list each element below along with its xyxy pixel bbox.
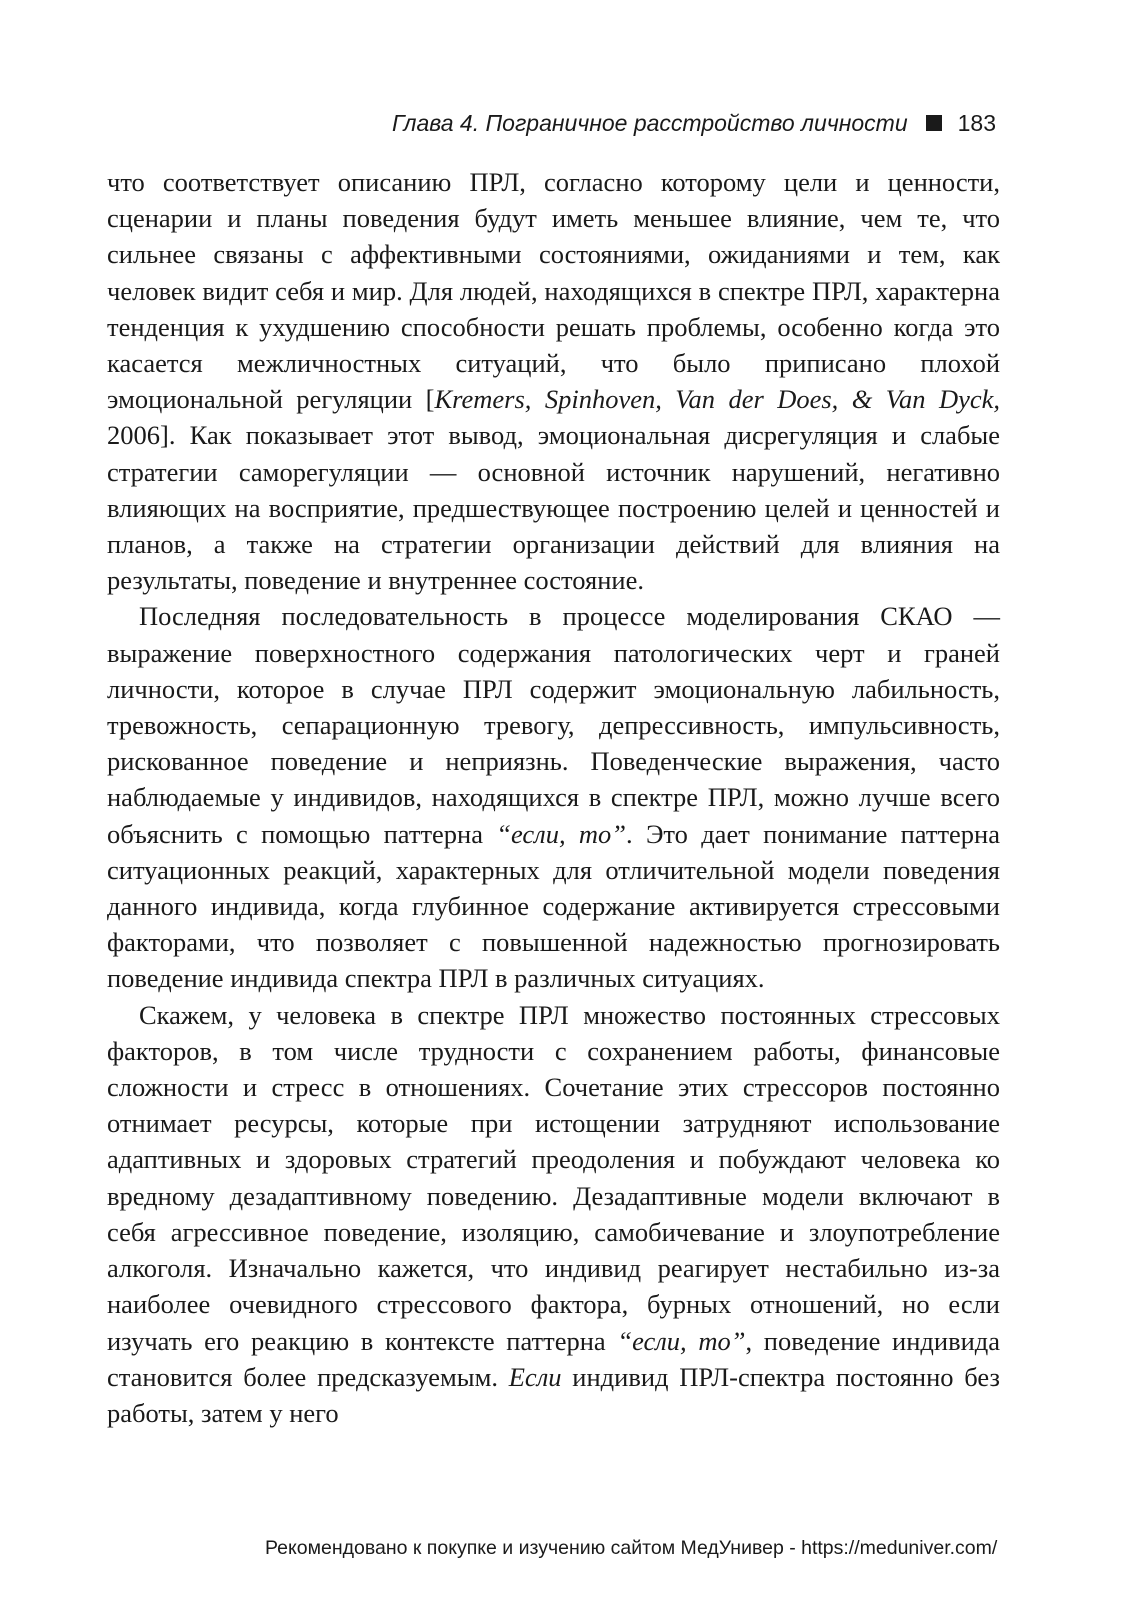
text-run: что соответствует описанию ПРЛ, согласно которому цели и ценности, сценарии и планы поведения будут иметь меньшее влияние, чем те, что сильнее связаны с аффективными состояниями, ожиданиями и тем, как человек видит себя и мир. Для людей, находящихся в спектре ПРЛ, характерна тенденция к ухудшению способности решать проблемы, особенно когда это касается межличностных ситуаций, что было приписано плохой эмоциональной регуляции [ <box>107 167 1000 415</box>
italic-run: Если <box>508 1361 562 1392</box>
square-bullet-icon <box>926 115 942 131</box>
paragraph <box>107 997 1000 1431</box>
running-header <box>392 108 996 138</box>
italic-run: “если, то” <box>617 1325 746 1356</box>
paragraph <box>107 598 1000 996</box>
footer-watermark[interactable]: Рекомендовано к покупке и изучению сайтом МедУнивер - https://meduniver.com/ <box>265 1537 998 1559</box>
chapter-title: Глава 4. Пограничное расстройство личности <box>391 110 908 136</box>
text-run: Последняя последовательность в процессе моделирования СКАО — выражение поверхностного содержания патологических черт и граней личности, которое в случае ПРЛ содержит эмоциональную лабильность, тревожность, сепарационную тревогу, депрессивность, импульсивность, рискованное поведение и неприязнь. Поведенческие выражения, часто наблюдаемые у индивидов, находящихся в спектре ПРЛ, можно лучше всего объяснить с помощью паттерна <box>107 601 1000 849</box>
italic-run: “если, то” <box>496 818 627 849</box>
page-number: 183 <box>957 110 996 136</box>
body-text <box>107 164 1000 1431</box>
text-run: . Это дает понимание паттерна ситуационных реакций, характерных для отличительной модели поведения данного индивида, когда глубинное содержание активируется стрессовыми факторами, что позволяет с повышенной надежностью прогнозировать поведение индивида спектра ПРЛ в различных ситуациях. <box>107 818 1000 994</box>
italic-run: Kremers, Spinhoven, Van der Does, & Van Dyck, <box>434 384 1000 415</box>
text-run: 2006]. Как показывает этот вывод, эмоциональная дисрегуляция и слабые стратегии саморегуляции — основной источник нарушений, негативно влияющих на восприятие, предшествующее построению целей и ценностей и планов, а также на стратегии организации действий для влияния на результаты, поведение и внутреннее состояние. <box>107 420 1000 596</box>
paragraph <box>107 164 1000 598</box>
text-run: , поведение индивида становится более предсказуемым. <box>107 1325 1001 1392</box>
text-run: Скажем, у человека в спектре ПРЛ множество постоянных стрессовых факторов, в том числе трудности с сохранением работы, финансовые сложности и стресс в отношениях. Сочетание этих стрессоров постоянно отнимает ресурсы, которые при истощении затрудняют использование адаптивных и здоровых стратегий преодоления и побуждают человека ко вредному дезадаптивному поведению. Дезадаптивные модели включают в себя агрессивное поведение, изоляцию, самобичевание и злоупотребление алкоголя. Изначально кажется, что индивид реагирует нестабильно из-за наиболее очевидного стрессового фактора, бурных отношений, но если изучать его реакцию в контексте паттерна <box>107 999 1000 1356</box>
text-run: индивид ПРЛ-спектра постоянно без работы, затем у него <box>107 1361 1000 1428</box>
